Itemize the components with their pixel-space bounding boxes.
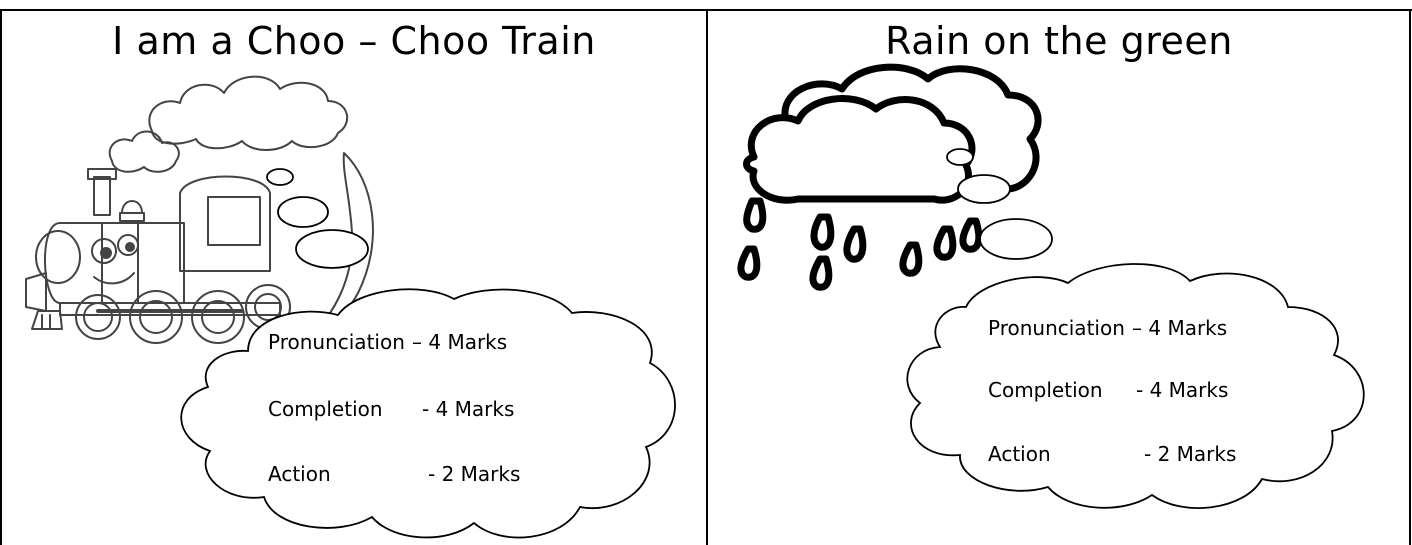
criterion-label: Action bbox=[268, 462, 331, 486]
panel-rain-on-the-green bbox=[708, 11, 1410, 545]
panel-title: I am a Choo – Choo Train bbox=[112, 19, 596, 63]
criterion-marks: – 4 Marks bbox=[412, 330, 508, 354]
criterion-label: Pronunciation bbox=[268, 330, 405, 354]
thought-bubble-trail bbox=[267, 169, 368, 268]
criterion-marks: - 2 Marks bbox=[428, 462, 521, 486]
criterion-label: Completion bbox=[268, 397, 383, 421]
panel-title: Rain on the green bbox=[885, 19, 1233, 63]
criterion-label: Action bbox=[988, 442, 1051, 466]
train-illustration bbox=[2, 11, 706, 545]
criterion-marks: – 4 Marks bbox=[1132, 316, 1228, 340]
criterion-marks: - 4 Marks bbox=[422, 397, 515, 421]
criterion-marks: - 2 Marks bbox=[1144, 442, 1237, 466]
rain-illustration bbox=[708, 11, 1410, 545]
panel-choo-choo-train bbox=[2, 11, 706, 545]
criterion-label: Pronunciation bbox=[988, 316, 1125, 340]
criterion-marks: - 4 Marks bbox=[1136, 378, 1229, 402]
criterion-label: Completion bbox=[988, 378, 1103, 402]
